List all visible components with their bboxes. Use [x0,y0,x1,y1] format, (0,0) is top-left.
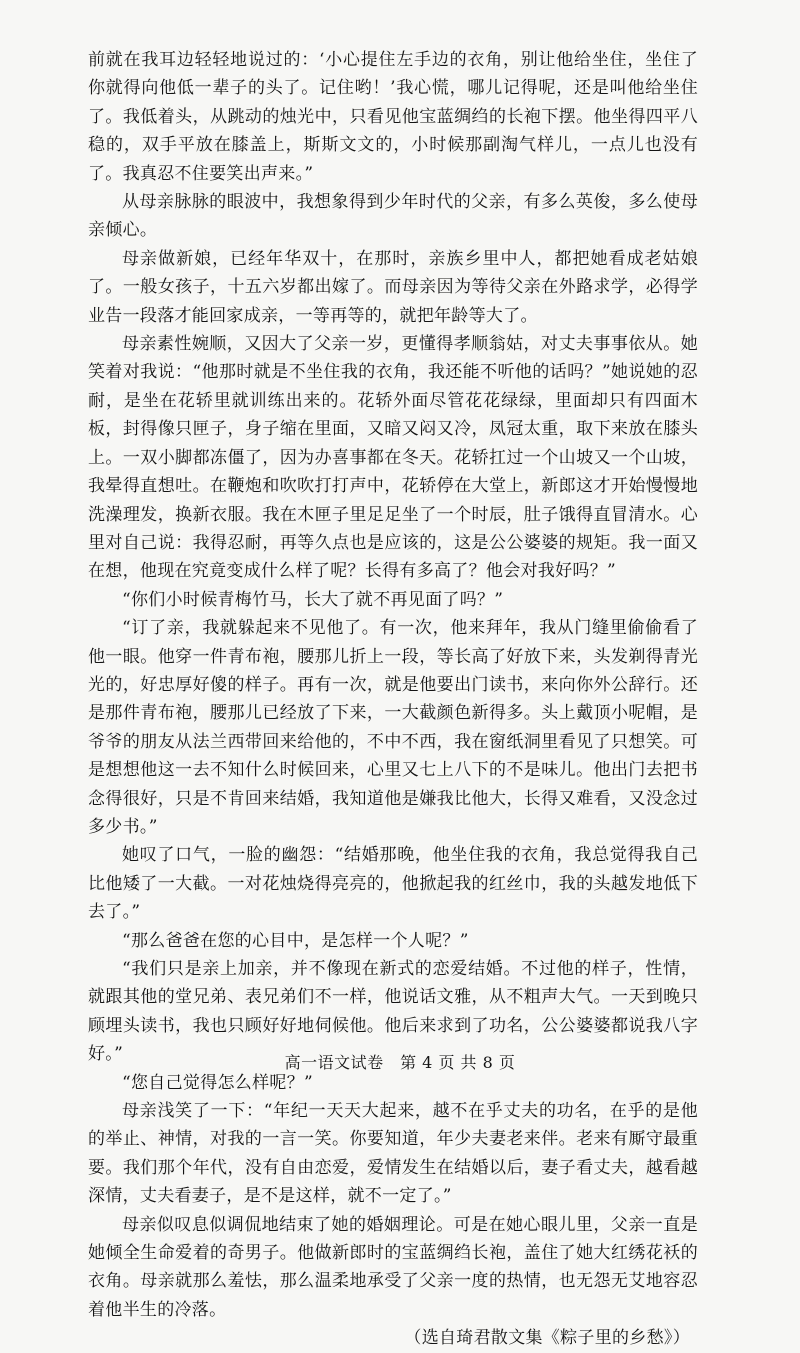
paragraph: 母亲似叹息似调侃地结束了她的婚姻理论。可是在她心眼儿里，父亲一直是她倾全生命爱着的奇男子。他做新郎时的宝蓝绸绉长袍，盖住了她大红绣花袄的衣角。母亲就那么羞怯，那么温柔地承受了父亲一度的热情，也无怨无艾地容忍着他半生的冷落。 [88,1214,698,1320]
paragraph: 母亲做新娘，已经年华双十，在那时，亲族乡里中人，都把她看成老姑娘了。一般女孩子，十五六岁都出嫁了。而母亲因为等待父亲在外路求学，必得学业告一段落才能回家成亲，一等再等的，就把年龄等大了。 [88,248,698,326]
source-citation: （选自琦君散文集《粽子里的乡愁》） [404,1328,690,1349]
paragraph: 母亲素性婉顺，又因大了父亲一岁，更懂得孝顺翁姑，对丈夫事事依从。她笑着对我说：“他那时就是不坐住我的衣角，我还能不听他的话吗？”她说她的忍耐，是坐在花轿里就训练出来的。花轿外面尽管花花绿绿，里面却只有四面木板，封得像只匣子，身子缩在里面，又暗又闷又冷，凤冠太重，取下来放在膝头上。一双小脚都冻僵了，因为办喜事都在冬天。花轿扛过一个山坡又一个山坡，我晕得直想吐。在鞭炮和吹吹打打声中，花轿停在大堂上，新郎这才开始慢慢地洗澡理发，换新衣服。我在木匣子里足足坐了一个时辰，肚子饿得直冒清水。心里对自己说：我得忍耐，再等久点也是应该的，这是公公婆婆的规矩。我一面又在想，他现在究竟变成什么样了呢？长得有多高了？他会对我好吗？” [88,334,698,582]
paragraph: “那么爸爸在您的心目中，是怎样一个人呢？” [122,930,469,951]
paragraph: 母亲浅笑了一下：“年纪一天天大起来，越不在乎丈夫的功名，在乎的是他的举止、神情，对我的一言一笑。你要知道，年少夫妻老来伴。老来有厮守最重要。我们那个年代，没有自由恋爱，爱情发生在结婚以后，妻子看丈夫，越看越深情，丈夫看妻子，是不是这样，就不一定了。” [88,1101,698,1207]
paragraph: “我们只是亲上加亲，并不像现在新式的恋爱结婚。不过他的样子，性情，就跟其他的堂兄弟、表兄弟们不一样，他说话文雅，从不粗声大气。一天到晚只顾埋头读书，我也只顾好好地伺候他。他后来求到了功名，公公婆婆都说我八字好。” [88,959,698,1065]
paragraph: “订了亲，我就躲起来不见他了。有一次，他来拜年，我从门缝里偷偷看了他一眼。他穿一件青布袍，腰那儿折上一段，等长高了好放下来，头发剃得青光光的，好忠厚好傻的样子。再有一次，就是他要出门读书，来向你外公辞行。还是那件青布袍，腰那儿已经放了下来，一大截颜色新得多。头上戴顶小呢帽，是爷爷的朋友从法兰西带回来给他的，不中不西，我在窗纸洞里看见了只想笑。可是想想他这一去不知什么时候回来，心里又七上八下的不是味儿。他出门去把书念得很好，只是不肯回来结婚，我知道他是嫌我比他大，长得又难看，又没念过多少书。” [88,618,698,837]
paragraph: 从母亲脉脉的眼波中，我想象得到少年时代的父亲，有多么英俊，多么使母亲倾心。 [88,192,698,241]
paragraph: 她叹了口气，一脸的幽怨：“结婚那晚，他坐住我的衣角，我总觉得我自己比他矮了一大截。一对花烛烧得亮亮的，他掀起我的红丝巾，我的头越发地低下去了。” [88,845,698,923]
essay-body [88,46,698,1353]
page-footer: 高一语文试卷 第 4 页 共 8 页 [284,1053,516,1072]
paragraph: 前就在我耳边轻轻地说过的：‘小心提住左手边的衣角，别让他给坐住，坐住了你就得向他低一辈子的头了。记住哟！’我心慌，哪儿记得呢，还是叫他给坐住了。我低着头，从跳动的烛光中，只看见他宝蓝绸绉的长袍下摆。他坐得四平八稳的，双手平放在膝盖上，斯斯文文的，小时候那副淘气样儿，一点儿也没有了。我真忍不住要笑出声来。” [88,50,698,184]
paragraph: “您自己觉得怎么样呢？” [122,1072,313,1093]
paragraph: “你们小时候青梅竹马，长大了就不再见面了吗？” [122,589,504,610]
